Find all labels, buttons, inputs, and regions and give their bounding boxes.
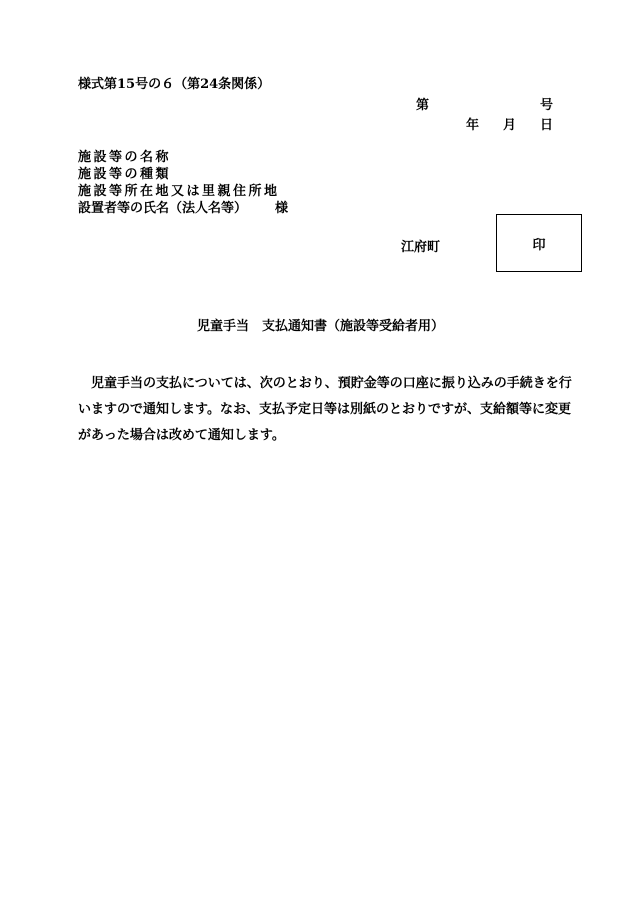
facility-address-label: 施設等所在地又は里親住所地 bbox=[78, 184, 280, 199]
date-day-label: 日 bbox=[540, 118, 554, 133]
seal-label: 印 bbox=[532, 237, 546, 253]
facility-type-label: 施設等の種類 bbox=[78, 167, 172, 182]
form-number: 様式第15号の６（第24条関係） bbox=[78, 77, 271, 92]
issuer-name: 江府町 bbox=[401, 240, 441, 255]
founder-name-row bbox=[78, 200, 288, 217]
document-number-prefix: 第 bbox=[416, 98, 430, 113]
date-year-label: 年 bbox=[466, 118, 480, 133]
body-line: 児童手当の支払については、次のとおり、預貯金等の口座に振り込みの手続きを行 bbox=[91, 376, 572, 391]
honorific: 様 bbox=[275, 201, 289, 216]
body-paragraph bbox=[78, 371, 572, 449]
document-title: 児童手当 支払通知書（施設等受給者用） bbox=[197, 319, 445, 334]
seal-box bbox=[496, 214, 582, 272]
facility-name-label: 施設等の名称 bbox=[78, 150, 172, 165]
date-month-label: 月 bbox=[503, 118, 517, 133]
addressee-block bbox=[78, 149, 288, 217]
document-number-suffix: 号 bbox=[540, 98, 554, 113]
founder-name-label: 設置者等の氏名（法人名等） bbox=[78, 201, 248, 216]
body-line: があった場合は改めて通知します。 bbox=[78, 428, 285, 443]
body-line: いますので通知します。なお、支払予定日等は別紙のとおりですが、支給額等に変更 bbox=[78, 402, 571, 417]
